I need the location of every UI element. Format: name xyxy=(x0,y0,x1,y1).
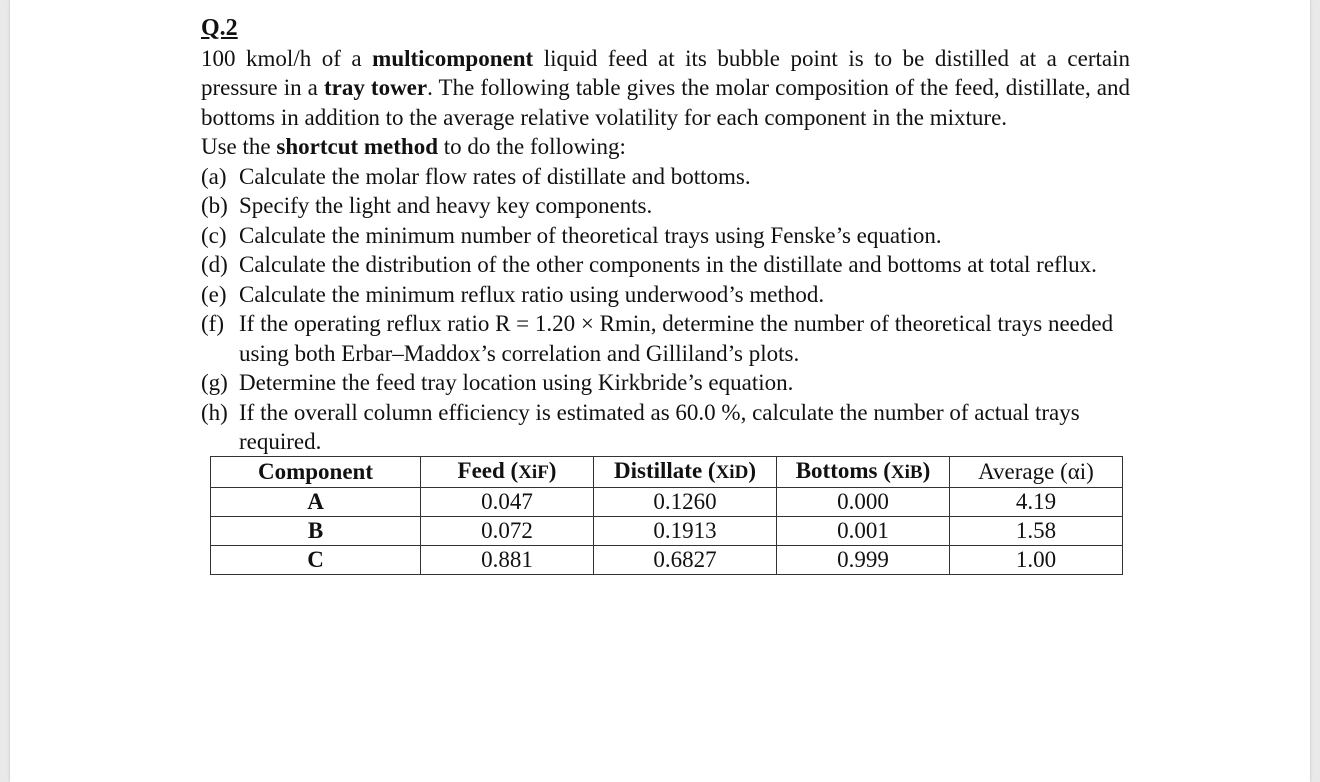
cell-component: A xyxy=(211,487,421,516)
table-row xyxy=(211,545,1123,574)
header-bottoms-var: XiB xyxy=(890,461,923,483)
task-item-f xyxy=(201,309,1130,368)
table-row xyxy=(211,516,1123,545)
instruction-bold-shortcut-method: shortcut method xyxy=(276,134,439,159)
header-paren: ) xyxy=(548,457,557,483)
task-text: If the overall column efficiency is estimated as 60.0 %, calculate the number of actual trays required. xyxy=(239,399,1080,454)
instruction-text-2: to do the following: xyxy=(438,134,626,159)
cell-feed: 0.072 xyxy=(421,516,594,545)
cell-average: 1.58 xyxy=(950,516,1123,545)
task-label: (e) xyxy=(201,281,227,307)
cell-feed: 0.047 xyxy=(421,487,594,516)
header-feed xyxy=(421,456,594,487)
intro-text-3: . The following table gives the molar composition of the feed, distillate, and bottoms in addition to the average relative volatility for each component in the mixture. xyxy=(201,75,1130,130)
cell-distillate: 0.6827 xyxy=(594,545,777,574)
cell-feed: 0.881 xyxy=(421,545,594,574)
header-distillate-var: XiD xyxy=(715,461,749,483)
task-item-h xyxy=(201,398,1130,457)
header-average: Average (αi) xyxy=(950,456,1123,487)
task-item-g xyxy=(201,368,1130,398)
intro-bold-tray-tower: tray tower xyxy=(323,75,428,100)
task-text: Calculate the minimum number of theoretical trays using Fenske’s equation. xyxy=(239,222,942,248)
task-item-c xyxy=(201,221,1130,251)
task-list xyxy=(201,162,1130,457)
task-text: Calculate the distribution of the other components in the distillate and bottoms at total reflux. xyxy=(239,252,1097,277)
cell-average: 4.19 xyxy=(950,487,1123,516)
task-item-a xyxy=(201,162,1130,192)
task-text: Calculate the molar flow rates of distillate and bottoms. xyxy=(239,163,751,189)
cell-distillate: 0.1913 xyxy=(594,516,777,545)
cell-bottoms: 0.999 xyxy=(777,545,950,574)
cell-bottoms: 0.000 xyxy=(777,487,950,516)
task-text: Specify the light and heavy key components. xyxy=(239,193,653,218)
task-item-b xyxy=(201,191,1130,221)
instruction-line xyxy=(201,132,1130,162)
task-label: (c) xyxy=(201,222,227,248)
task-text: If the operating reflux ratio R = 1.20 × Rmin, determine the number of theoretical trays needed using both Erbar–Maddox’s correlation and Gilliland’s plots. xyxy=(239,311,1114,366)
task-label: (g) xyxy=(201,370,228,395)
intro-bold-multicomponent: multicomponent xyxy=(372,45,534,71)
header-distillate-label: Distillate ( xyxy=(614,457,716,483)
header-distillate xyxy=(594,456,777,487)
header-bottoms xyxy=(777,456,950,487)
cell-distillate: 0.1260 xyxy=(594,487,777,516)
header-bottoms-label: Bottoms ( xyxy=(795,457,891,483)
task-item-e xyxy=(201,280,1130,310)
header-component: Component xyxy=(211,456,421,487)
header-paren: ) xyxy=(922,457,931,483)
question-number: Q.2 xyxy=(201,15,238,41)
composition-table xyxy=(210,456,1123,575)
task-text: Determine the feed tray location using Kirkbride’s equation. xyxy=(239,370,794,395)
intro-text-1: 100 kmol/h of a xyxy=(201,45,373,71)
table-header-row xyxy=(211,456,1123,487)
instruction-text-1: Use the xyxy=(201,134,277,159)
task-label: (b) xyxy=(201,193,228,218)
task-label: (f) xyxy=(201,311,224,336)
task-label: (d) xyxy=(201,252,228,277)
intro-text-2: liquid feed at its bubble point is to be distilled at a certain pressure in a xyxy=(201,45,1130,100)
table-row xyxy=(211,487,1123,516)
cell-average: 1.00 xyxy=(950,545,1123,574)
header-feed-label: Feed ( xyxy=(457,457,519,483)
task-label: (h) xyxy=(201,399,228,425)
question-content xyxy=(201,14,1130,575)
cell-bottoms: 0.001 xyxy=(777,516,950,545)
cell-component: B xyxy=(211,516,421,545)
header-feed-var: XiF xyxy=(518,461,549,483)
task-item-d xyxy=(201,250,1130,280)
task-label: (a) xyxy=(201,163,227,189)
intro-paragraph xyxy=(201,44,1130,133)
task-text: Calculate the minimum reflux ratio using underwood’s method. xyxy=(239,281,825,307)
cell-component: C xyxy=(211,545,421,574)
header-paren: ) xyxy=(748,457,756,483)
document-page xyxy=(10,0,1310,782)
